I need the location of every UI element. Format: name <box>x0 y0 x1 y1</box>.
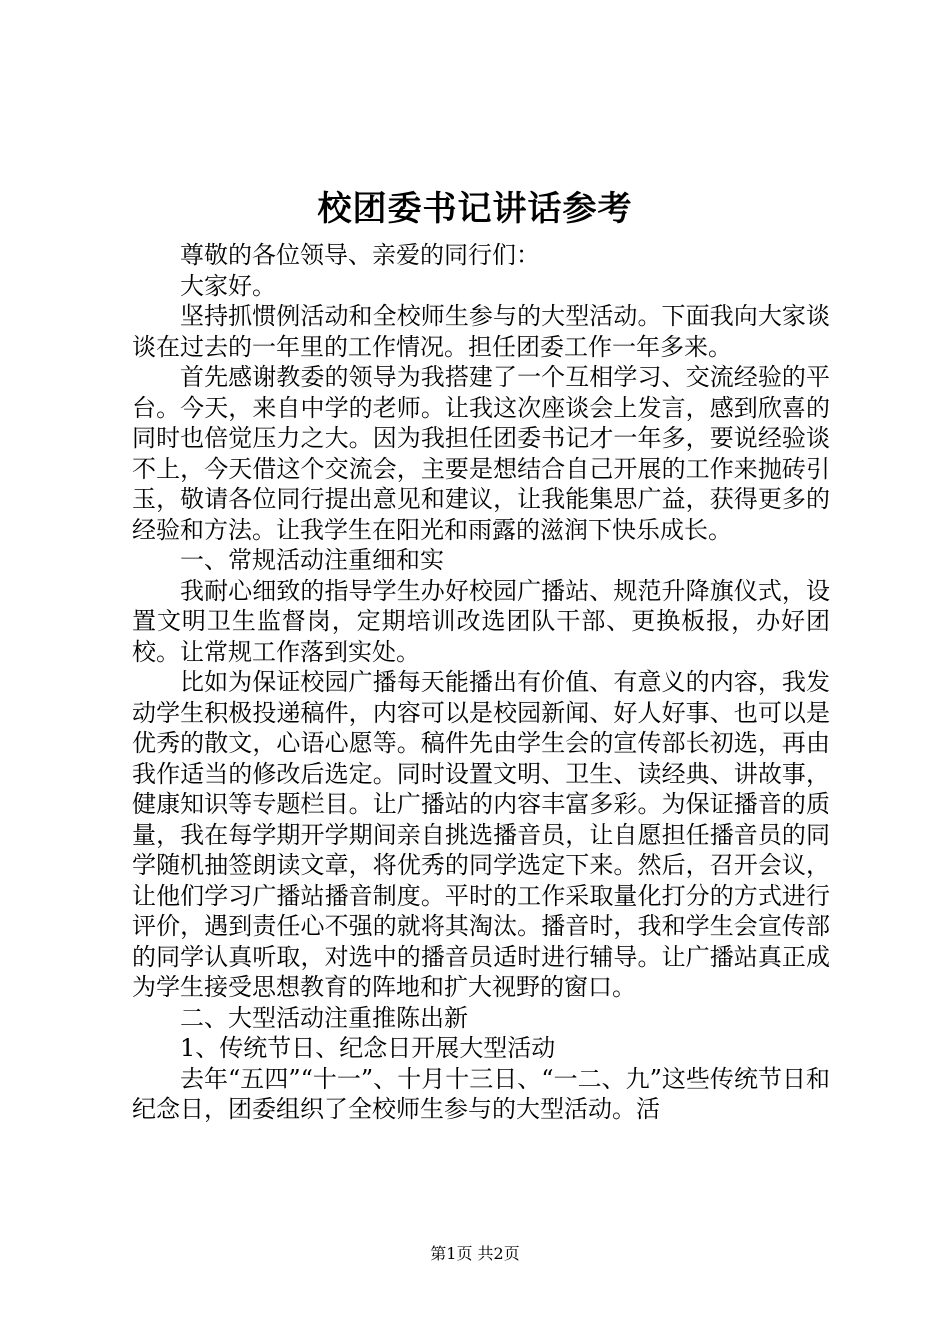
subsection-heading: 1、传统节日、纪念日开展大型活动 <box>180 1034 556 1062</box>
section-heading: 一、常规活动注重细和实 <box>180 546 444 574</box>
paragraph-greeting: 大家好。 <box>180 271 276 300</box>
paragraph: 去年“五四”“十一”、十月十三日、“一二、九”这些传统节日和纪念日，团委组织了全校师生参与的大型活动。活 <box>132 1064 830 1123</box>
paragraph: 坚持抓惯例活动和全校师生参与的大型活动。下面我向大家谈谈在过去的一年里的工作情况。担任团委工作一年多来。 <box>132 302 830 361</box>
document-title: 校团委书记讲话参考 <box>317 189 633 229</box>
page-number-footer: 第1页 共2页 <box>430 1244 520 1263</box>
document-body <box>132 240 830 1125</box>
paragraph-salutation: 尊敬的各位领导、亲爱的同行们： <box>180 241 540 269</box>
section-heading: 二、大型活动注重推陈出新 <box>180 1003 468 1032</box>
paragraph: 首先感谢教委的领导为我搭建了一个互相学习、交流经验的平台。今天，来自中学的老师。让我这次座谈会上发言，感到欣喜的同时也倍觉压力之大。因为我担任团委书记才一年多，要说经验谈不上，今天借这个交流会，主要是想结合自己开展的工作来抛砖引玉，敬请各位同行提出意见和建议，让我能集思广益，获得更多的经验和方法。让我学生在阳光和雨露的滋润下快乐成长。 <box>132 363 830 544</box>
paragraph: 比如为保证校园广播每天能播出有价值、有意义的内容，我发动学生积极投递稿件，内容可以是校园新闻、好人好事、也可以是优秀的散文，心语心愿等。稿件先由学生会的宣传部长初选，再由我作适当的修改后选定。同时设置文明、卫生、读经典、讲故事，健康知识等专题栏目。让广播站的内容丰富多彩。为保证播音的质量，我在每学期开学期间亲自挑选播音员，让自愿担任播音员的同学随机抽签朗读文章，将优秀的同学选定下来。然后，召开会议，让他们学习广播站播音制度。平时的工作采取量化打分的方式进行评价，遇到责任心不强的就将其淘汰。播音时，我和学生会宣传部的同学认真听取，对选中的播音员适时进行辅导。让广播站真正成为学生接受思想教育的阵地和扩大视野的窗口。 <box>132 668 830 1001</box>
paragraph: 我耐心细致的指导学生办好校园广播站、规范升降旗仪式，设置文明卫生监督岗，定期培训改选团队干部、更换板报，办好团校。让常规工作落到实处。 <box>132 576 830 666</box>
